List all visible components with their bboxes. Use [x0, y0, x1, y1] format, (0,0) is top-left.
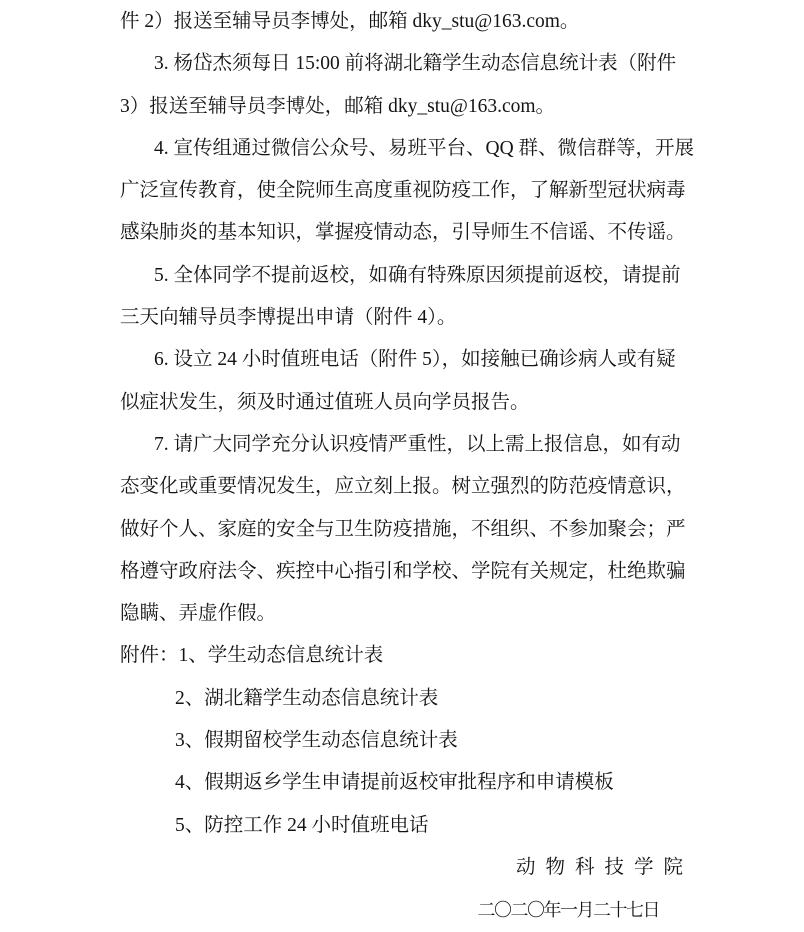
date-line: 二〇二〇年一月二十七日 — [477, 900, 659, 921]
paragraph-line: 三天向辅导员李博提出申请（附件 4）。 — [120, 307, 457, 329]
attachments-heading-line: 附件：1、学生动态信息统计表 — [120, 645, 384, 667]
attachment-item: 3、假期留校学生动态信息统计表 — [175, 730, 458, 752]
paragraph-line: 态变化或重要情况发生，应立刻上报。树立强烈的防范疫情意识， — [120, 476, 686, 498]
paragraph-line: 隐瞒、弄虚作假。 — [120, 603, 277, 625]
attachment-item: 5、防控工作 24 小时值班电话 — [175, 814, 429, 836]
paragraph-line: 广泛宣传教育，使全院师生高度重视防疫工作，了解新型冠状病毒 — [120, 180, 686, 202]
paragraph-line: 件 2）报送至辅导员李博处，邮箱 dky_stu@163.com。 — [120, 11, 580, 32]
paragraph-line: 感染肺炎的基本知识，掌握疫情动态，引导师生不信谣、不传谣。 — [120, 222, 686, 244]
paragraph-line: 5. 全体同学不提前返校，如确有特殊原因须提前返校，请提前 — [154, 264, 681, 286]
attachment-item: 4、假期返乡学生申请提前返校审批程序和申请模板 — [175, 772, 614, 794]
attachment-item: 2、湖北籍学生动态信息统计表 — [175, 687, 439, 709]
paragraph-line: 4. 宣传组通过微信公众号、易班平台、QQ 群、微信群等，开展 — [154, 137, 695, 159]
paragraph-line: 3. 杨岱杰须每日 15:00 前将湖北籍学生动态信息统计表（附件 — [154, 53, 677, 75]
paragraph-line: 格遵守政府法令、疾控中心指引和学校、学院有关规定，杜绝欺骗 — [120, 560, 686, 582]
paragraph-line: 3）报送至辅导员李博处，邮箱 dky_stu@163.com。 — [120, 95, 556, 117]
paragraph-line: 6. 设立 24 小时值班电话（附件 5），如接触已确诊病人或有疑 — [154, 349, 676, 371]
paragraph-line: 似症状发生，须及时通过值班人员向学员报告。 — [120, 391, 530, 413]
paragraph-line: 7. 请广大同学充分认识疫情严重性，以上需上报信息，如有动 — [154, 433, 681, 455]
paragraph-line: 做好个人、家庭的安全与卫生防疫措施，不组织、不参加聚会；严 — [120, 518, 686, 540]
signature-line: 动物科技学院 — [515, 856, 693, 878]
